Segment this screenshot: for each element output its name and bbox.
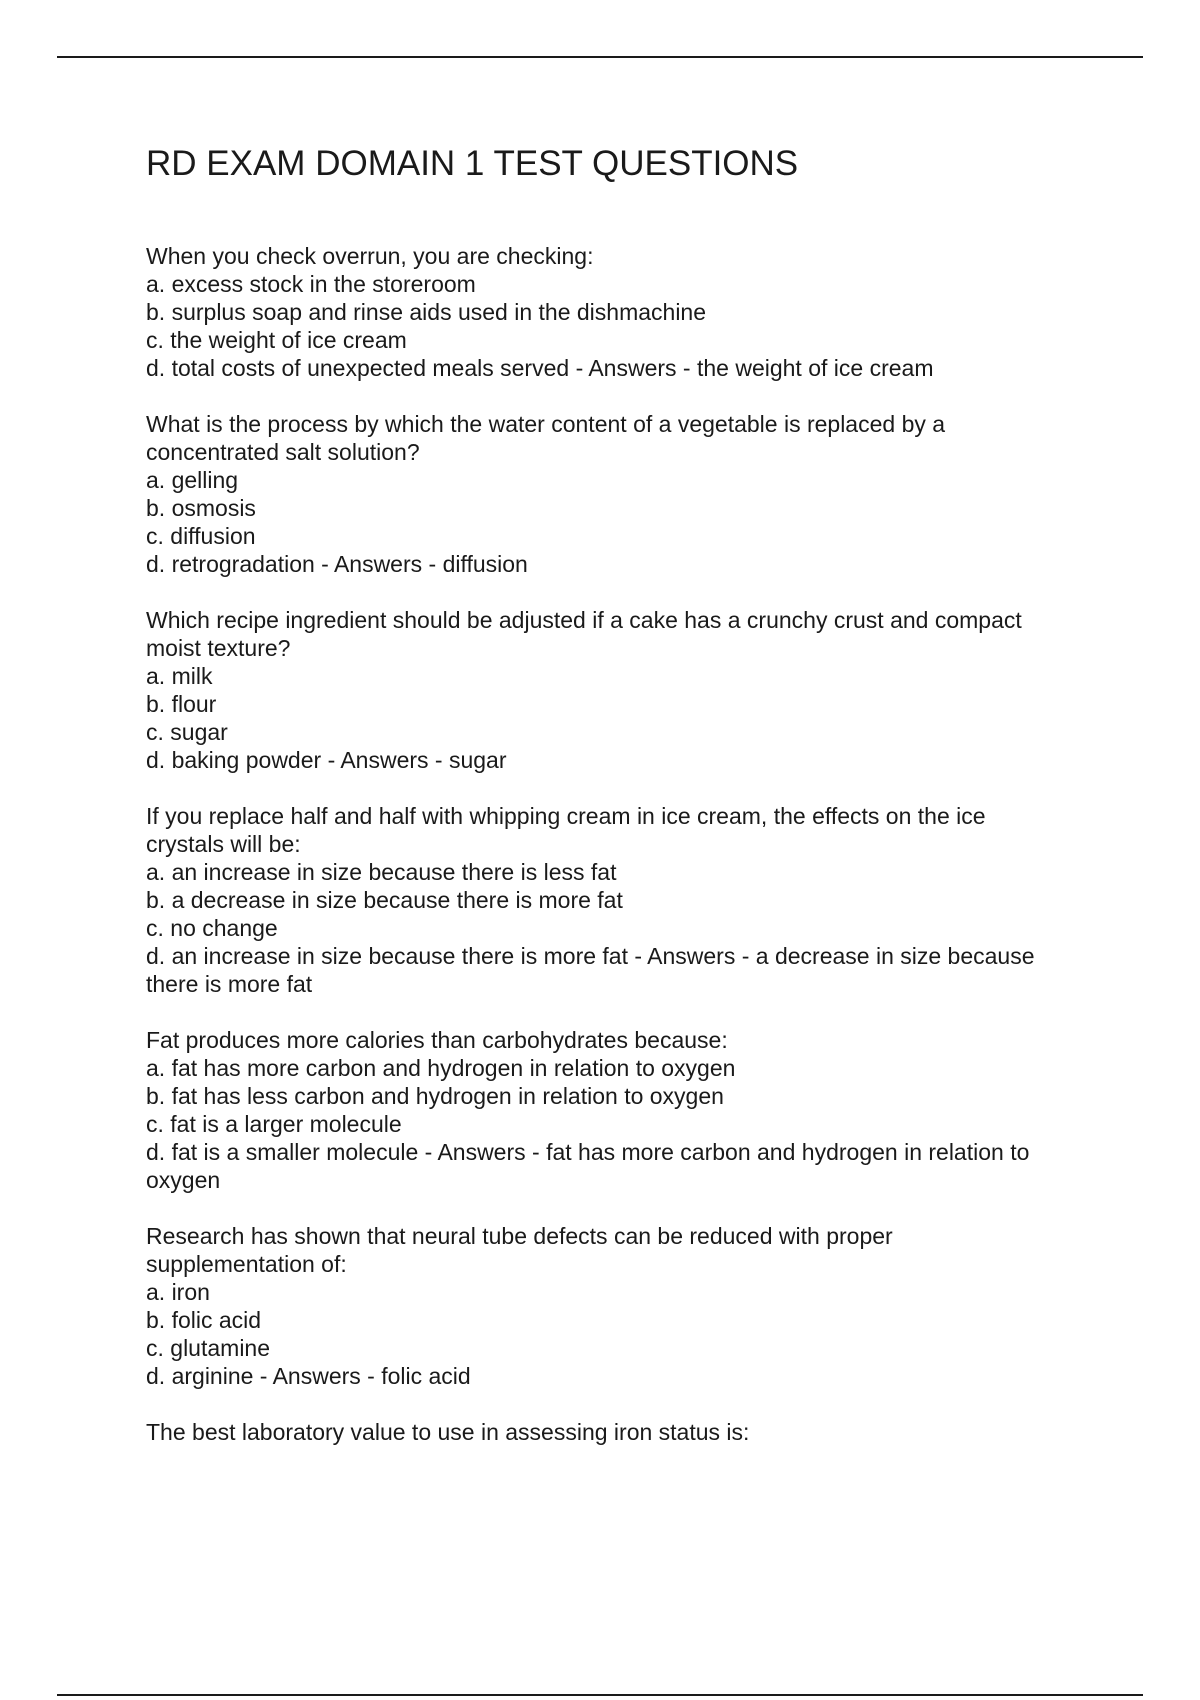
question-6 (146, 1222, 1096, 1390)
question-6-stem-line-1: Research has shown that neural tube defects can be reduced with proper (146, 1223, 893, 1249)
question-6-stem-line-2: supplementation of: (146, 1251, 347, 1277)
question-1 (146, 242, 1096, 382)
question-2-option-c: c. diffusion (146, 523, 256, 549)
question-1-option-b: b. surplus soap and rinse aids used in the dishmachine (146, 299, 707, 325)
question-4-answer-continued: there is more fat (146, 971, 313, 997)
question-4-option-a: a. an increase in size because there is less fat (146, 859, 617, 885)
question-3-option-b: b. flour (146, 691, 217, 717)
question-6-option-c: c. glutamine (146, 1335, 271, 1361)
question-2-stem-line-1: What is the process by which the water content of a vegetable is replaced by a (146, 411, 946, 437)
document-title: RD EXAM DOMAIN 1 TEST QUESTIONS (146, 144, 799, 183)
question-6-option-a: a. iron (146, 1279, 210, 1305)
question-3-option-d-answer: d. baking powder - Answers - sugar (146, 747, 507, 773)
question-2-option-a: a. gelling (146, 467, 239, 493)
bottom-rule (57, 1694, 1143, 1696)
question-2-option-d-answer: d. retrogradation - Answers - diffusion (146, 551, 528, 577)
question-5-option-c: c. fat is a larger molecule (146, 1111, 402, 1137)
question-2 (146, 410, 1096, 578)
question-5-option-d-answer: d. fat is a smaller molecule - Answers - fat has more carbon and hydrogen in relation to (146, 1139, 1030, 1165)
question-7 (146, 1418, 1096, 1446)
question-5-option-b: b. fat has less carbon and hydrogen in relation to oxygen (146, 1083, 724, 1109)
question-6-option-d-answer: d. arginine - Answers - folic acid (146, 1363, 471, 1389)
question-4-stem-line-2: crystals will be: (146, 831, 301, 857)
top-rule (57, 56, 1143, 58)
question-2-option-b: b. osmosis (146, 495, 256, 521)
question-2-stem-line-2: concentrated salt solution? (146, 439, 420, 465)
question-3-option-c: c. sugar (146, 719, 228, 745)
question-1-option-a: a. excess stock in the storeroom (146, 271, 476, 297)
question-5-answer-continued: oxygen (146, 1167, 221, 1193)
question-7-stem: The best laboratory value to use in assessing iron status is: (146, 1419, 750, 1445)
question-5 (146, 1026, 1096, 1194)
question-4 (146, 802, 1096, 998)
question-3 (146, 606, 1096, 774)
question-3-stem-line-2: moist texture? (146, 635, 291, 661)
question-6-option-b: b. folic acid (146, 1307, 262, 1333)
question-4-option-d-answer: d. an increase in size because there is more fat - Answers - a decrease in size because (146, 943, 1035, 969)
question-4-option-c: c. no change (146, 915, 278, 941)
question-3-option-a: a. milk (146, 663, 213, 689)
question-list (146, 242, 1096, 1474)
question-1-option-d-answer: d. total costs of unexpected meals served - Answers - the weight of ice cream (146, 355, 934, 381)
question-4-option-b: b. a decrease in size because there is more fat (146, 887, 623, 913)
question-5-stem: Fat produces more calories than carbohydrates because: (146, 1027, 728, 1053)
question-4-stem-line-1: If you replace half and half with whipping cream in ice cream, the effects on the ice (146, 803, 986, 829)
question-3-stem-line-1: Which recipe ingredient should be adjusted if a cake has a crunchy crust and compact (146, 607, 1022, 633)
question-1-stem: When you check overrun, you are checking: (146, 243, 594, 269)
question-1-option-c: c. the weight of ice cream (146, 327, 407, 353)
question-5-option-a: a. fat has more carbon and hydrogen in relation to oxygen (146, 1055, 736, 1081)
